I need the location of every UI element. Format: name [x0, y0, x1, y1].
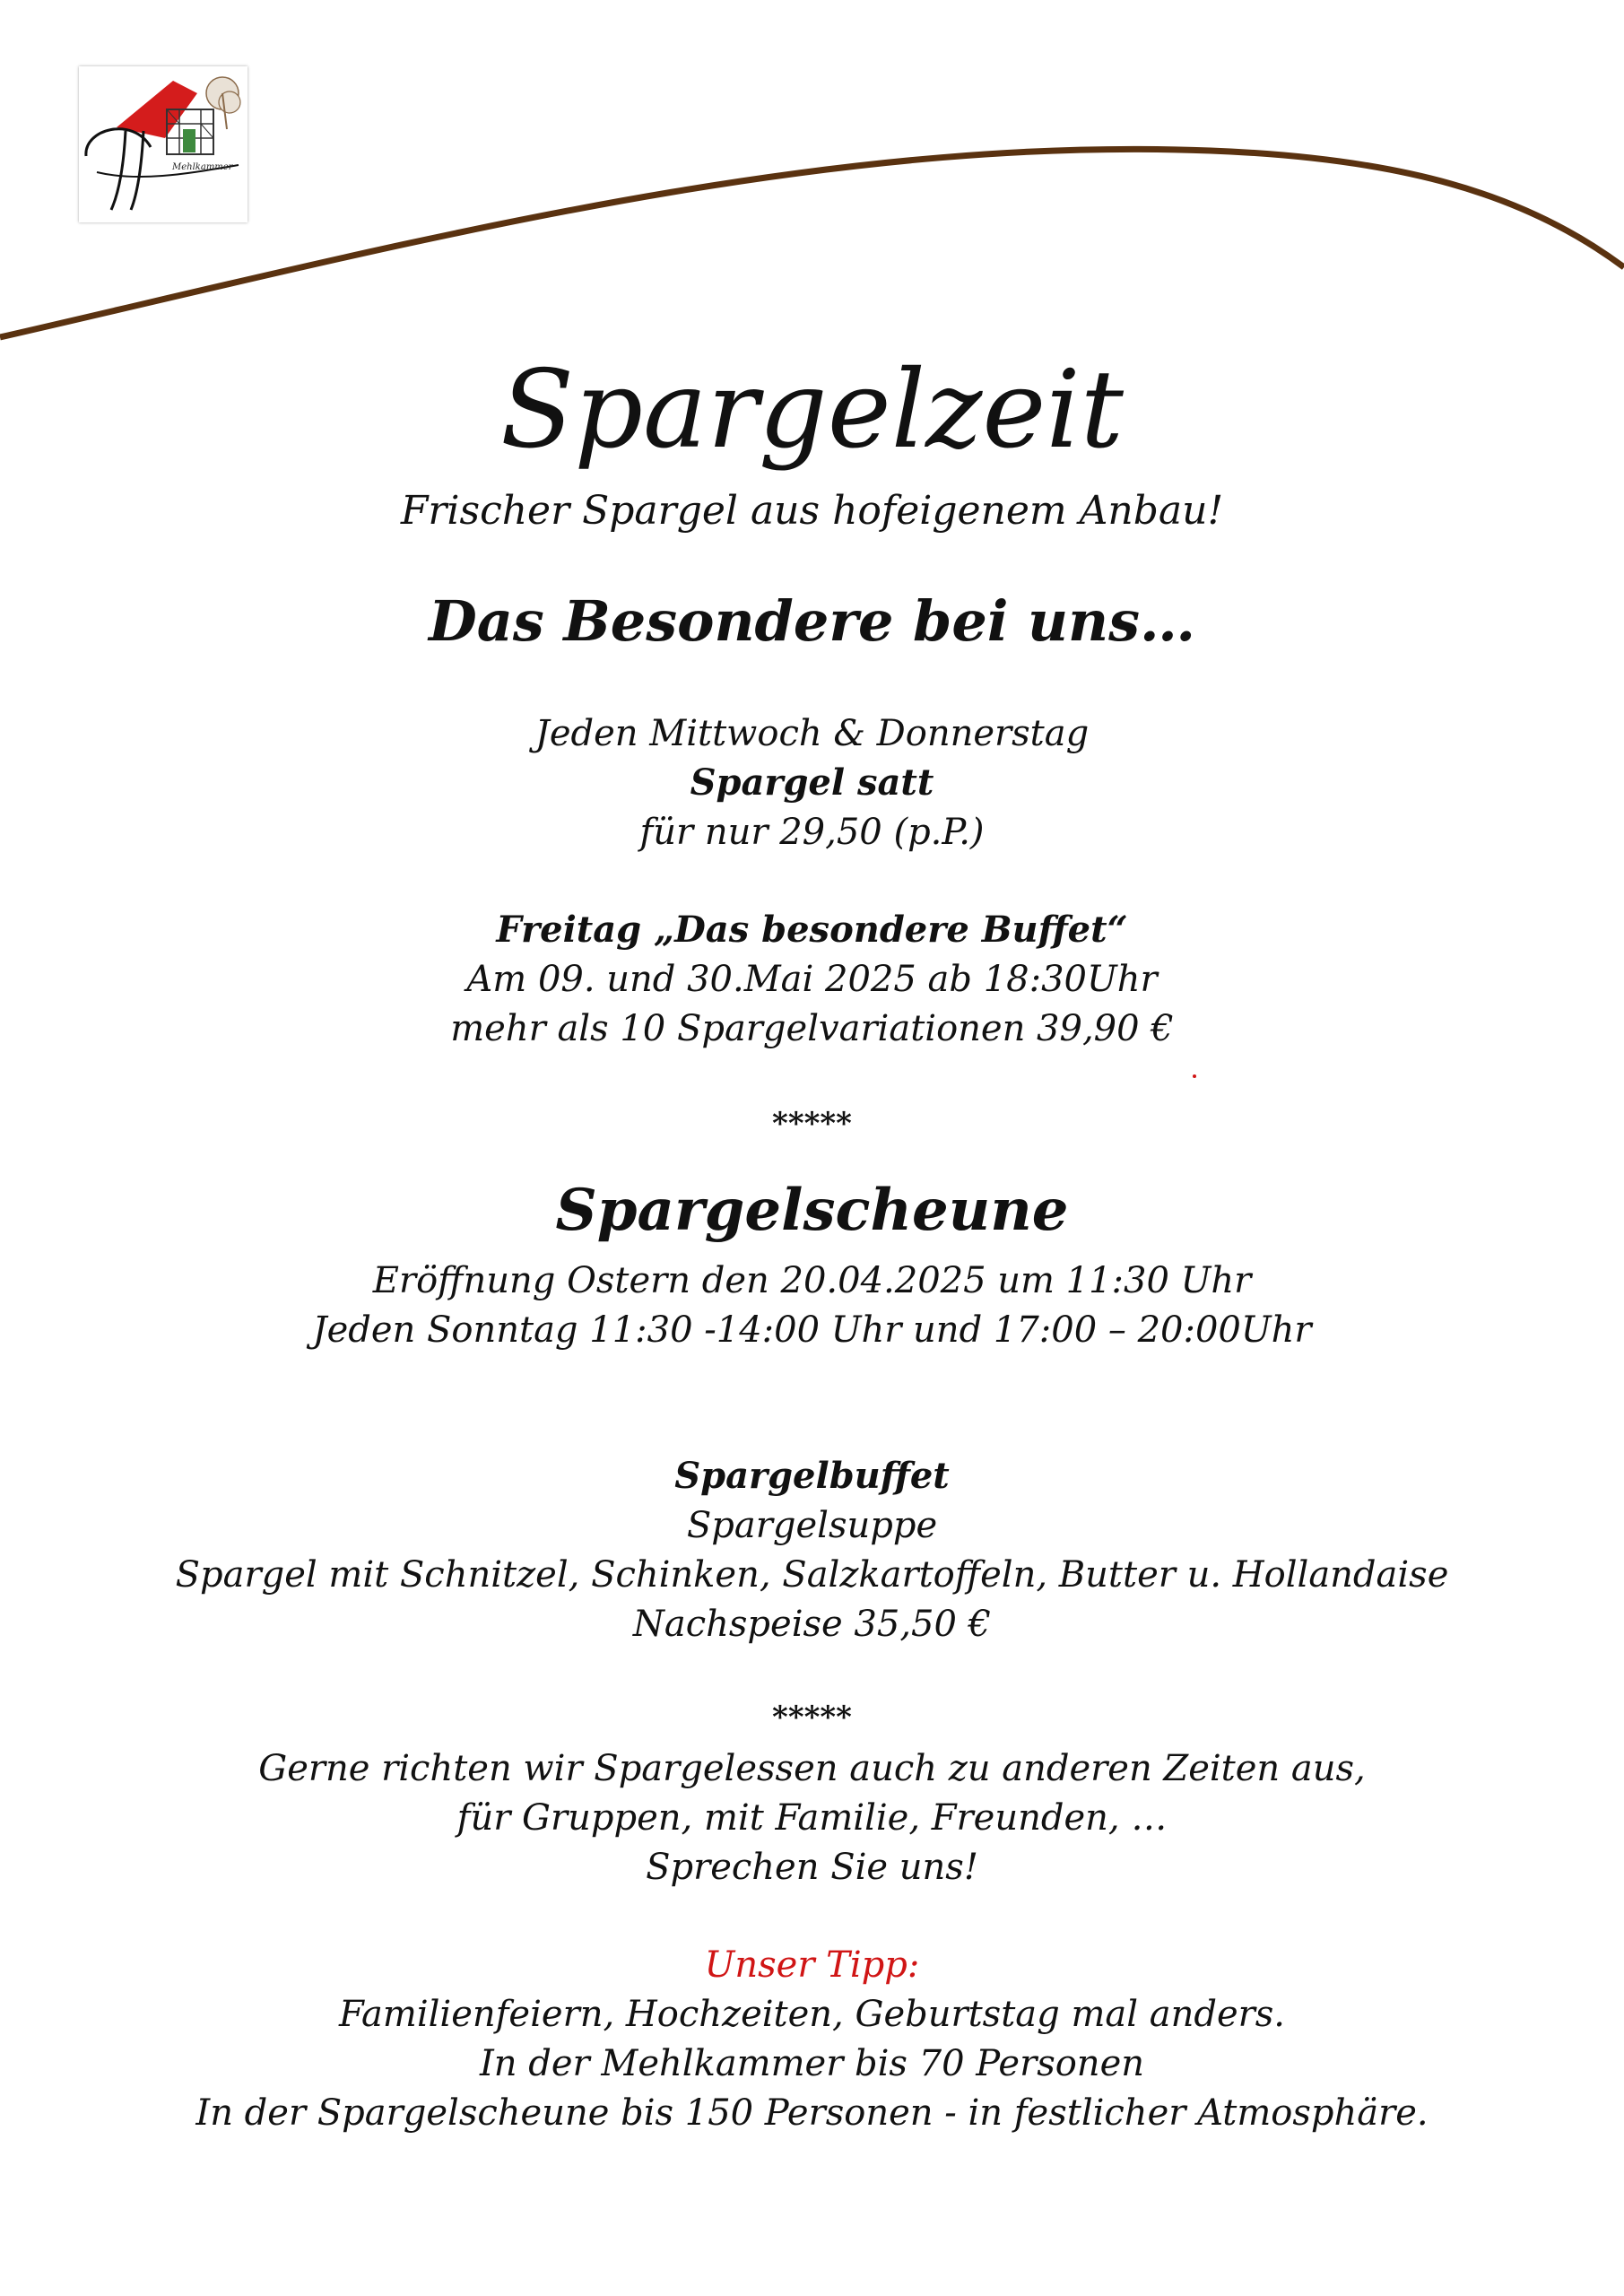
offer-name: Spargel satt	[690, 761, 934, 804]
decorative-swoosh	[0, 0, 1624, 359]
section-heading: Das Besondere bei uns…	[428, 588, 1196, 654]
offer-price: für nur 29,50 (p.P.)	[639, 812, 985, 853]
page-title: Spargelzeit	[500, 348, 1124, 473]
buffet-friday-details: mehr als 10 Spargelvariationen 39,90 €	[450, 1008, 1174, 1049]
subtitle: Frischer Spargel aus hofeigenem Anbau!	[400, 488, 1224, 534]
buffet-item: Spargelsuppe	[686, 1505, 938, 1546]
tip-label: Unser Tipp:	[704, 1944, 920, 1986]
tip-text: In der Spargelscheune bis 150 Personen - in festlicher Atmosphäre.	[195, 2092, 1429, 2134]
buffet-friday-dates: Am 09. und 30.Mai 2025 ab 18:30Uhr	[466, 959, 1158, 1000]
buffet-title: Spargelbuffet	[674, 1455, 950, 1497]
buffet-item: Spargel mit Schnitzel, Schinken, Salzkartoffeln, Butter u. Hollandaise	[175, 1554, 1449, 1596]
groups-text: Gerne richten wir Spargelessen auch zu anderen Zeiten aus,	[258, 1748, 1366, 1789]
groups-text: für Gruppen, mit Familie, Freunden, …	[456, 1797, 1168, 1839]
red-dot-mark	[1193, 1074, 1196, 1078]
groups-text: Sprechen Sie uns!	[646, 1847, 978, 1888]
tip-text: Familienfeiern, Hochzeiten, Geburtstag mal anders.	[339, 1994, 1285, 2035]
buffet-item: Nachspeise 35,50 €	[632, 1604, 992, 1645]
separator-stars: *****	[772, 1700, 852, 1735]
svg-text:Mehlkammer: Mehlkammer	[172, 162, 233, 172]
scheune-hours: Jeden Sonntag 11:30 -14:00 Uhr und 17:00 – 20:00Uhr	[312, 1309, 1312, 1351]
scheune-opening: Eröffnung Ostern den 20.04.2025 um 11:30 Uhr	[372, 1260, 1252, 1301]
scheune-title: Spargelscheune	[555, 1177, 1069, 1244]
separator-stars: *****	[772, 1106, 852, 1142]
tip-text: In der Mehlkammer bis 70 Personen	[480, 2043, 1144, 2084]
offer-days: Jeden Mittwoch & Donnerstag	[534, 713, 1090, 754]
buffet-friday-title: Freitag „Das besondere Buffet“	[496, 909, 1128, 951]
